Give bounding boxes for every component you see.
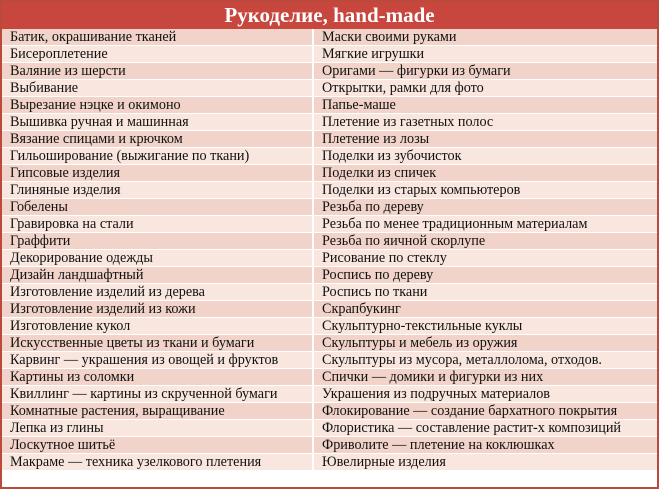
craft-right-cell: Роспись по ткани (313, 284, 657, 301)
craft-right-cell: Резьба по дереву (313, 199, 657, 216)
craft-right-cell: Резьба по яичной скорлупе (313, 233, 657, 250)
table-row (2, 80, 657, 97)
craft-left-cell: Гравировка на стали (2, 216, 313, 233)
craft-right-cell: Скрапбукинг (313, 301, 657, 318)
table-row (2, 318, 657, 335)
craft-right-cell: Мягкие игрушки (313, 46, 657, 63)
craft-right-cell: Рисование по стеклу (313, 250, 657, 267)
craft-right-cell: Открытки, рамки для фото (313, 80, 657, 97)
craft-right-cell: Скульптуры из мусора, металлолома, отходов. (313, 352, 657, 369)
table-row (2, 97, 657, 114)
craft-left-cell: Карвинг — украшения из овощей и фруктов (2, 352, 313, 369)
craft-right-cell: Поделки из спичек (313, 165, 657, 182)
craft-right-cell: Украшения из подручных материалов (313, 386, 657, 403)
table-row (2, 29, 657, 46)
craft-left-cell: Батик, окрашивание тканей (2, 29, 313, 46)
craft-right-cell: Ювелирные изделия (313, 454, 657, 471)
craft-left-cell: Вышивка ручная и машинная (2, 114, 313, 131)
table-row (2, 114, 657, 131)
craft-left-cell: Граффити (2, 233, 313, 250)
table-row (2, 437, 657, 454)
craft-right-cell: Фриволите — плетение на коклюшках (313, 437, 657, 454)
craft-right-cell: Маски своими руками (313, 29, 657, 46)
crafts-table-body (2, 29, 657, 471)
table-row (2, 267, 657, 284)
table-row (2, 403, 657, 420)
table-row (2, 250, 657, 267)
craft-right-cell: Поделки из зубочисток (313, 148, 657, 165)
table-row (2, 46, 657, 63)
table-row (2, 216, 657, 233)
craft-right-cell: Поделки из старых компьютеров (313, 182, 657, 199)
table-row (2, 301, 657, 318)
craft-left-cell: Гильоширование (выжигание по ткани) (2, 148, 313, 165)
table-row (2, 352, 657, 369)
craft-right-cell: Плетение из лозы (313, 131, 657, 148)
craft-left-cell: Изготовление кукол (2, 318, 313, 335)
craft-left-cell: Гипсовые изделия (2, 165, 313, 182)
craft-left-cell: Изготовление изделий из кожи (2, 301, 313, 318)
craft-left-cell: Бисероплетение (2, 46, 313, 63)
craft-right-cell: Флокирование — создание бархатного покрытия (313, 403, 657, 420)
table-row (2, 63, 657, 80)
craft-left-cell: Лепка из глины (2, 420, 313, 437)
crafts-table (2, 29, 657, 471)
craft-left-cell: Декорирование одежды (2, 250, 313, 267)
table-row (2, 386, 657, 403)
craft-left-cell: Комнатные растения, выращивание (2, 403, 313, 420)
craft-left-cell: Валяние из шерсти (2, 63, 313, 80)
craft-right-cell: Флористика — составление растит-х композиций (313, 420, 657, 437)
craft-left-cell: Гобелены (2, 199, 313, 216)
table-row (2, 284, 657, 301)
table-row (2, 182, 657, 199)
craft-right-cell: Скульптуры и мебель из оружия (313, 335, 657, 352)
craft-left-cell: Вязание спицами и крючком (2, 131, 313, 148)
craft-left-cell: Искусственные цветы из ткани и бумаги (2, 335, 313, 352)
craft-right-cell: Резьба по менее традиционным материалам (313, 216, 657, 233)
craft-right-cell: Скульптурно-текстильные куклы (313, 318, 657, 335)
craft-left-cell: Картины из соломки (2, 369, 313, 386)
table-row (2, 335, 657, 352)
craft-right-cell: Оригами — фигурки из бумаги (313, 63, 657, 80)
craft-right-cell: Спички — домики и фигурки из них (313, 369, 657, 386)
craft-left-cell: Дизайн ландшафтный (2, 267, 313, 284)
table-title: Рукоделие, hand-made (2, 2, 657, 29)
craft-left-cell: Глиняные изделия (2, 182, 313, 199)
craft-left-cell: Лоскутное шитьё (2, 437, 313, 454)
craft-left-cell: Вырезание нэцке и окимоно (2, 97, 313, 114)
table-row (2, 369, 657, 386)
table-row (2, 148, 657, 165)
craft-left-cell: Макраме — техника узелкового плетения (2, 454, 313, 471)
table-row (2, 420, 657, 437)
table-row (2, 199, 657, 216)
craft-left-cell: Изготовление изделий из дерева (2, 284, 313, 301)
craft-left-cell: Квиллинг — картины из скрученной бумаги (2, 386, 313, 403)
craft-right-cell: Плетение из газетных полос (313, 114, 657, 131)
table-row (2, 165, 657, 182)
table-row (2, 454, 657, 471)
table-row (2, 233, 657, 250)
craft-left-cell: Выбивание (2, 80, 313, 97)
table-row (2, 131, 657, 148)
craft-right-cell: Папье-маше (313, 97, 657, 114)
craft-right-cell: Роспись по дереву (313, 267, 657, 284)
